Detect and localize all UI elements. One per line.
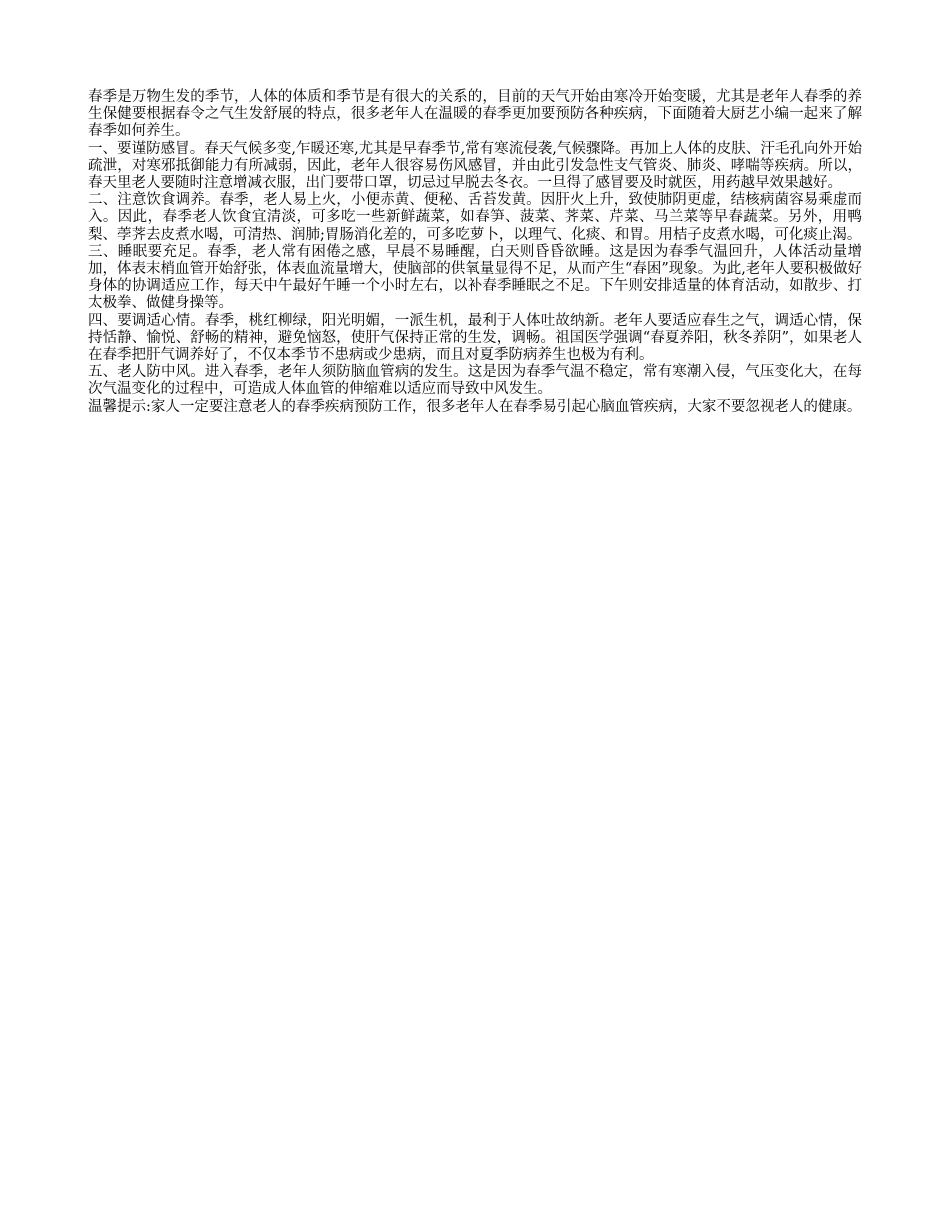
article-body [88, 89, 862, 416]
section-paragraph-mood: 四、要调适心情。春季，桃红柳绿，阳光明媚，一派生机，最利于人体吐故纳新。老年人要适应春生之气，调适心情，保持恬静、愉悦、舒畅的精神，避免恼怒，使肝气保持正常的生发，调畅。祖国医学强调“春夏养阳，秋冬养阴”，如果老人在春季把肝气调养好了，不仅本季节不患病或少患病，而且对夏季防病养生也极为有利。 [88, 312, 862, 364]
section-paragraph-diet: 二、注意饮食调养。春季，老人易上火，小便赤黄、便秘、舌苔发黄。因肝火上升，致使肺阴更虚，结核病菌容易乘虚而入。因此，春季老人饮食宜清淡，可多吃一些新鲜蔬菜，如春笋、菠菜、荠菜、芹菜、马兰菜等早春蔬菜。另外，用鸭梨、荸荠去皮煮水喝，可清热、润肺;胃肠消化差的，可多吃萝卜，以理气、化痰、和胃。用桔子皮煮水喝，可化痰止渴。 [88, 192, 862, 243]
section-paragraph-sleep: 三、睡眠要充足。春季，老人常有困倦之感，早晨不易睡醒，白天则昏昏欲睡。这是因为春季气温回升，人体活动量增加，体表末梢血管开始舒张，体表血流量增大，使脑部的供氧量显得不足，从而产生“春困”现象。为此,老年人要积极做好身体的协调适应工作，每天中午最好午睡一个小时左右，以补春季睡眠之不足。下午则安排适量的体育活动，如散步、打太极拳、做健身操等。 [88, 243, 862, 312]
intro-paragraph: 春季是万物生发的季节，人体的体质和季节是有很大的关系的，目前的天气开始由寒冷开始变暖，尤其是老年人春季的养生保健要根据春令之气生发舒展的特点，很多老年人在温暖的春季更加要预防各种疾病，下面随着大厨艺小编一起来了解春季如何养生。 [88, 89, 862, 140]
section-paragraph-cold: 一、要谨防感冒。春天气候多变,乍暖还寒,尤其是早春季节,常有寒流侵袭,气候骤降。再加上人体的皮肤、汗毛孔向外开始疏泄，对寒邪抵御能力有所减弱，因此，老年人很容易伤风感冒，并由此引发急性支气管炎、肺炎、哮喘等疾病。所以，春天里老人要随时注意增减衣服，出门要带口罩，切忌过早脱去冬衣。一旦得了感冒要及时就医，用药越早效果越好。 [88, 140, 862, 192]
section-paragraph-stroke: 五、老人防中风。进入春季，老年人须防脑血管病的发生。这是因为春季气温不稳定，常有寒潮入侵，气压变化大，在每次气温变化的过程中，可造成人体血管的伸缩难以适应而导致中风发生。 [88, 364, 862, 398]
tip-paragraph: 温馨提示:家人一定要注意老人的春季疾病预防工作，很多老年人在春季易引起心脑血管疾病，大家不要忽视老人的健康。 [88, 398, 862, 415]
